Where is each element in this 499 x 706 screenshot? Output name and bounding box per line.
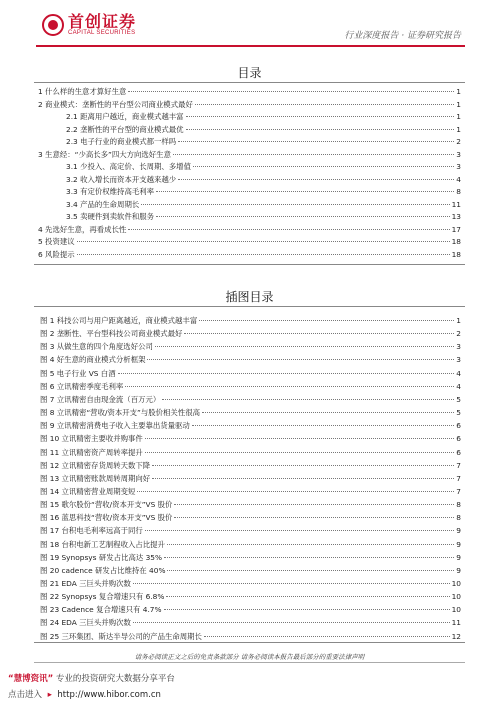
dot-leader <box>199 320 454 321</box>
entry-text: 3 生意经：“少高长多”四大方向选好生意 <box>38 149 171 159</box>
figure-entry[interactable] <box>40 354 461 366</box>
entry-page: 8 <box>456 187 461 196</box>
entry-page: 13 <box>451 212 461 221</box>
entry-page: 7 <box>456 486 461 496</box>
dot-leader <box>202 412 454 413</box>
entry-text: 3.5 卖硬件到卖软件和服务 <box>66 212 155 221</box>
entry-page: 11 <box>451 618 461 628</box>
entry-text: 2.3 电子行业的商业模式都一样吗 <box>66 137 177 146</box>
entry-text: 3.3 有定价权维持高毛利率 <box>66 187 155 196</box>
entry-text: 2.1 距离用户越近，商业模式越丰富 <box>66 112 184 121</box>
dot-leader <box>147 359 454 360</box>
legal-note: 请务必阅读正文之后的免责条款部分 请务必阅读本报告最后部分的重要法律声明 <box>134 653 365 661</box>
entry-text: 6 风险提示 <box>38 249 75 259</box>
entry-page: 5 <box>456 394 461 404</box>
dot-leader <box>174 517 454 518</box>
entry-page: 9 <box>456 552 461 562</box>
entry-page: 1 <box>456 112 461 121</box>
dot-leader <box>152 478 454 479</box>
figure-entry[interactable] <box>40 617 461 629</box>
entry-text: 图 25 三环集团、斯达半导公司的产品生命周期长 <box>40 631 202 641</box>
entry-text: 图 17 台积电毛利率远高于同行 <box>40 526 143 536</box>
dot-leader <box>167 544 454 545</box>
toc-title: 目录 <box>237 66 262 80</box>
toc-entry[interactable] <box>38 236 461 248</box>
toc-top-rule <box>34 82 465 83</box>
dot-leader <box>204 636 450 637</box>
entry-text: 图 11 立讯精密资产周转率提升 <box>40 447 143 457</box>
dot-leader <box>164 609 450 610</box>
entry-page: 6 <box>456 421 461 431</box>
entry-text: 图 13 立讯精密账款周转周期向好 <box>40 473 151 483</box>
dot-leader <box>141 204 449 205</box>
dot-leader <box>152 465 454 466</box>
dot-leader <box>118 373 455 374</box>
figure-entry[interactable] <box>40 433 461 445</box>
entry-text: 图 14 立讯精密营业周期变短 <box>40 486 136 496</box>
entry-page: 1 <box>456 316 461 325</box>
toc-entry[interactable] <box>38 86 461 98</box>
toc-entry[interactable] <box>66 124 461 136</box>
entry-text: 图 1 科技公司与用户距离越近，商业模式越丰富 <box>40 316 198 325</box>
dot-leader <box>156 191 454 192</box>
entry-page: 9 <box>456 526 461 536</box>
entry-page: 11 <box>451 199 461 209</box>
entry-text: 图 22 Synopsys 复合增速只有 6.8% <box>40 592 165 602</box>
entry-text: 图 19 Synopsys 研发占比高达 35% <box>40 552 163 562</box>
toc-entry[interactable] <box>66 136 461 148</box>
dot-leader <box>145 438 455 439</box>
entry-text: 3.2 收入增长而资本开支越来越少 <box>66 174 177 184</box>
dot-leader <box>186 116 455 117</box>
entry-page: 8 <box>456 513 461 523</box>
dot-leader <box>178 141 454 142</box>
entry-page: 12 <box>451 631 461 641</box>
entry-page: 1 <box>456 99 461 109</box>
dot-leader <box>145 452 455 453</box>
entry-page: 3 <box>456 149 461 159</box>
figure-entry[interactable] <box>40 407 461 419</box>
toc-entry[interactable] <box>66 174 461 186</box>
report-type: 行业深度报告 · 证券研究报告 <box>344 31 461 41</box>
dot-leader <box>133 583 450 584</box>
toc-entry[interactable] <box>66 186 461 198</box>
figure-entry[interactable] <box>40 552 461 564</box>
toc-entry[interactable] <box>38 249 461 261</box>
dot-leader <box>166 596 449 597</box>
entry-text: 图 12 立讯精密存货周转天数下降 <box>40 460 151 470</box>
entry-page: 4 <box>456 368 461 378</box>
entry-page: 9 <box>456 565 461 575</box>
toc-entry[interactable] <box>66 161 461 173</box>
dot-leader <box>167 570 454 571</box>
toc-entry[interactable] <box>38 224 461 236</box>
entry-page: 4 <box>456 174 461 184</box>
entry-page: 17 <box>451 224 461 234</box>
entry-page: 10 <box>451 592 461 602</box>
entry-text: 图 10 立讯精密主要收并购事件 <box>40 434 143 444</box>
figure-entry[interactable] <box>40 486 461 498</box>
entry-text: 图 18 台积电新工艺制程收入占比提升 <box>40 539 165 549</box>
dot-leader <box>184 333 454 334</box>
dot-leader <box>133 622 450 623</box>
figure-entry[interactable] <box>40 539 461 551</box>
dot-leader <box>77 254 450 255</box>
entry-text: 2 商业模式：垄断性的平台型公司商业模式最好 <box>38 99 193 109</box>
figure-entry[interactable] <box>40 460 461 472</box>
entry-page: 6 <box>456 434 461 444</box>
entry-text: 3.1 少投入、高定价、长周期、多增值 <box>66 162 191 171</box>
dot-leader <box>193 166 454 167</box>
dot-leader <box>195 104 454 105</box>
figure-entry[interactable] <box>40 525 461 537</box>
entry-page: 2 <box>456 329 461 339</box>
toc-entry[interactable] <box>66 211 461 223</box>
toc-entry[interactable] <box>66 199 461 211</box>
entry-page: 9 <box>456 539 461 549</box>
entry-page: 10 <box>451 605 461 615</box>
entry-page: 3 <box>456 342 461 352</box>
entry-text: 图 15 歌尔股份“营收/资本开支”VS 股价 <box>40 500 173 510</box>
entry-text: 图 7 立讯精密自由现金流（百万元） <box>40 394 161 404</box>
dot-leader <box>155 346 454 347</box>
site-prefix: 点击进入 <box>8 690 43 700</box>
toc-entry[interactable] <box>66 111 461 123</box>
toc-bottom-rule <box>34 264 465 265</box>
figure-entry[interactable] <box>40 381 461 393</box>
pointer-icon: ▸ <box>47 690 52 700</box>
page-header <box>0 0 499 52</box>
dot-leader <box>162 399 454 400</box>
dot-leader <box>145 530 455 531</box>
entry-text: 图 2 垄断性、平台型科技公司商业模式最好 <box>40 329 183 339</box>
figure-entry[interactable] <box>40 591 461 603</box>
entry-page: 4 <box>456 381 461 391</box>
dot-leader <box>156 216 450 217</box>
dot-leader <box>128 91 454 92</box>
site-link[interactable]: http://www.hibor.com.cn <box>57 690 161 700</box>
logo-cn-text: 首创证券 <box>68 12 137 31</box>
figure-entry[interactable] <box>40 328 461 340</box>
figure-entry[interactable] <box>40 394 461 406</box>
entry-page: 7 <box>456 460 461 470</box>
logo-mark-icon <box>42 14 64 36</box>
figure-entry[interactable] <box>40 578 461 590</box>
entry-page: 7 <box>456 473 461 483</box>
figure-entry[interactable] <box>40 315 461 327</box>
figures-bottom-rule <box>34 642 465 643</box>
entry-page: 10 <box>451 579 461 588</box>
entry-text: 2.2 垄断性的平台型的商业模式最优 <box>66 124 184 134</box>
entry-text: 图 3 从做生意的四个角度选好公司 <box>40 342 153 352</box>
company-logo <box>42 14 136 36</box>
figures-title: 插图目录 <box>225 290 274 304</box>
figure-entry[interactable] <box>40 631 461 643</box>
entry-text: 1 什么样的生意才算好生意 <box>38 87 127 96</box>
dot-leader <box>128 229 449 230</box>
brand-quote: “慧博资讯” <box>8 674 54 684</box>
entry-text: 图 24 EDA 三巨头并购次数 <box>40 618 131 628</box>
entry-text: 5 投资建议 <box>38 237 75 246</box>
figure-entry[interactable] <box>40 368 461 380</box>
dot-leader <box>137 491 454 492</box>
figure-entry[interactable] <box>40 604 461 616</box>
dot-leader <box>173 154 454 155</box>
entry-page: 18 <box>451 237 461 246</box>
entry-text: 图 8 立讯精密“营收/资本开支”与股价相关性很高 <box>40 408 200 418</box>
dot-leader <box>192 425 454 426</box>
figure-entry[interactable] <box>40 565 461 577</box>
figure-entry[interactable] <box>40 473 461 485</box>
entry-page: 2 <box>456 137 461 146</box>
entry-text: 4 先选好生意，再看成长性 <box>38 224 127 234</box>
entry-page: 1 <box>456 124 461 134</box>
entry-text: 图 5 电子行业 VS 白酒 <box>40 368 116 378</box>
entry-page: 18 <box>451 249 461 259</box>
figure-entry[interactable] <box>40 512 461 524</box>
figure-entry[interactable] <box>40 447 461 459</box>
entry-page: 5 <box>456 408 461 418</box>
entry-text: 图 21 EDA 三巨头并购次数 <box>40 579 131 588</box>
entry-text: 3.4 产品的生命周期长 <box>66 199 140 209</box>
entry-page: 3 <box>456 355 461 365</box>
figure-entry[interactable] <box>40 420 461 432</box>
entry-text: 图 9 立讯精密消费电子收入主要靠出货量驱动 <box>40 421 190 431</box>
header-divider <box>36 45 465 47</box>
dot-leader <box>178 179 454 180</box>
logo-en-text: CAPITAL SECURITIES <box>68 30 136 36</box>
entry-text: 图 20 cadence 研发占比维持在 40% <box>40 565 166 575</box>
figure-entry[interactable] <box>40 341 461 353</box>
entry-page: 1 <box>456 87 461 96</box>
entry-text: 图 4 好生意的商业模式分析框架 <box>40 355 146 365</box>
entry-page: 8 <box>456 500 461 510</box>
dot-leader <box>186 129 455 130</box>
dot-leader <box>174 504 454 505</box>
dot-leader <box>77 241 450 242</box>
dot-leader <box>125 386 454 387</box>
toc-entry[interactable] <box>38 149 461 161</box>
figure-entry[interactable] <box>40 499 461 511</box>
toc-entry[interactable] <box>38 99 461 111</box>
entry-text: 图 16 蓝思科技“营收/资本开支”VS 股价 <box>40 513 173 523</box>
entry-text: 图 6 立讯精密季度毛利率 <box>40 381 124 391</box>
entry-page: 3 <box>456 162 461 171</box>
site-line[interactable] <box>8 688 161 700</box>
entry-page: 6 <box>456 447 461 457</box>
dot-leader <box>164 557 454 558</box>
entry-text: 图 23 Cadence 复合增速只有 4.7% <box>40 605 162 615</box>
brand-text: 专业的投资研究大数据分享平台 <box>55 674 175 684</box>
brand-line <box>8 672 175 684</box>
footer-divider <box>34 662 465 663</box>
figures-top-rule <box>34 306 465 307</box>
